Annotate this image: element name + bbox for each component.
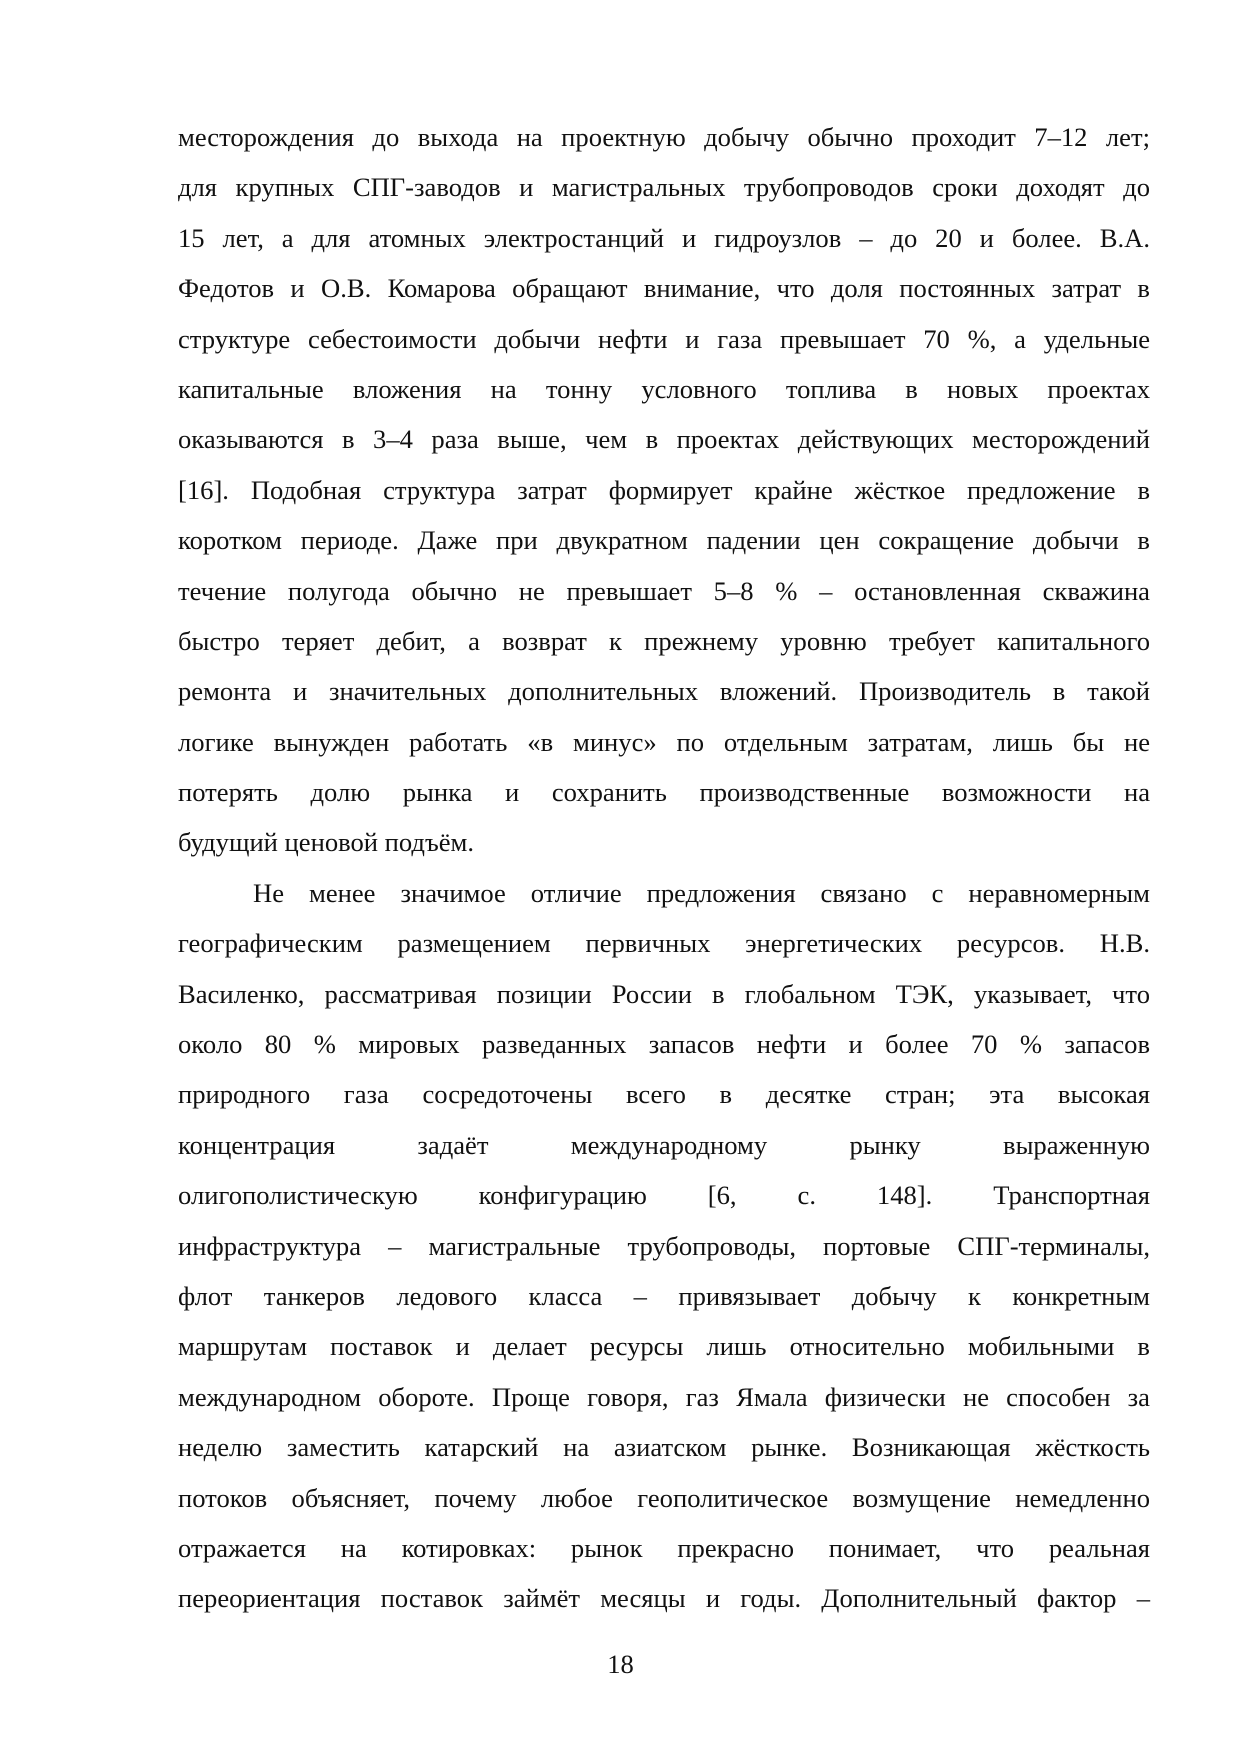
- text-line: отражается на котировках: рынок прекрасно понимает, что реальная: [178, 1532, 1150, 1563]
- text-line: Федотов и О.В. Комарова обращают внимание, что доля постоянных затрат в: [178, 273, 1150, 304]
- text-line: логике вынужден работать «в минус» по отдельным затратам, лишь бы не: [178, 726, 1150, 757]
- text-line: течение полугода обычно не превышает 5–8 % – остановленная скважина: [178, 575, 1150, 606]
- text-line: коротком периоде. Даже при двукратном падении цен сокращение добычи в: [178, 525, 1150, 556]
- text-line: 15 лет, а для атомных электростанций и гидроузлов – до 20 и более. В.А.: [178, 222, 1150, 253]
- text-line: потерять долю рынка и сохранить производственные возможности на: [178, 777, 1150, 808]
- text-line: месторождения до выхода на проектную добычу обычно проходит 7–12 лет;: [178, 122, 1150, 152]
- paragraph-2: [178, 868, 1150, 1624]
- paragraph-1: [178, 112, 1150, 868]
- page-number: 18: [607, 1649, 634, 1679]
- text-line: капитальные вложения на тонну условного топлива в новых проектах: [178, 373, 1150, 404]
- text-line: олигополистическую конфигурацию [6, с. 148]. Транспортная: [178, 1180, 1150, 1211]
- text-line: Василенко, рассматривая позиции России в глобальном ТЭК, указывает, что: [178, 978, 1150, 1009]
- text-line: структуре себестоимости добычи нефти и газа превышает 70 %, а удельные: [178, 323, 1150, 354]
- text-line: [16]. Подобная структура затрат формирует крайне жёсткое предложение в: [178, 474, 1150, 505]
- text-line: международном обороте. Проще говоря, газ Ямала физически не способен за: [178, 1381, 1150, 1412]
- text-line: переориентация поставок займёт месяцы и годы. Дополнительный фактор –: [178, 1583, 1150, 1614]
- body-text: [178, 112, 1150, 1624]
- text-line: маршрутам поставок и делает ресурсы лишь относительно мобильными в: [178, 1331, 1150, 1362]
- text-line: для крупных СПГ-заводов и магистральных трубопроводов сроки доходят до: [178, 172, 1150, 203]
- text-line: географическим размещением первичных энергетических ресурсов. Н.В.: [178, 928, 1150, 959]
- text-line: оказываются в 3–4 раза выше, чем в проектах действующих месторождений: [178, 424, 1150, 455]
- text-line: ремонта и значительных дополнительных вложений. Производитель в такой: [178, 676, 1150, 707]
- text-line: концентрация задаёт международному рынку выраженную: [178, 1129, 1150, 1160]
- text-line: природного газа сосредоточены всего в десятке стран; эта высокая: [178, 1079, 1150, 1110]
- text-line: Не менее значимое отличие предложения связано с неравномерным: [253, 877, 1150, 908]
- text-line: потоков объясняет, почему любое геополитическое возмущение немедленно: [178, 1482, 1150, 1513]
- text-line: флот танкеров ледового класса – привязывает добычу к конкретным: [178, 1280, 1150, 1311]
- text-line: около 80 % мировых разведанных запасов нефти и более 70 % запасов: [178, 1029, 1150, 1060]
- text-line: будущий ценовой подъём.: [178, 827, 474, 858]
- text-line: неделю заместить катарский на азиатском рынке. Возникающая жёсткость: [178, 1432, 1150, 1463]
- text-line: быстро теряет дебит, а возврат к прежнему уровню требует капитального: [178, 625, 1150, 656]
- text-line: инфраструктура – магистральные трубопроводы, портовые СПГ-терминалы,: [178, 1230, 1150, 1261]
